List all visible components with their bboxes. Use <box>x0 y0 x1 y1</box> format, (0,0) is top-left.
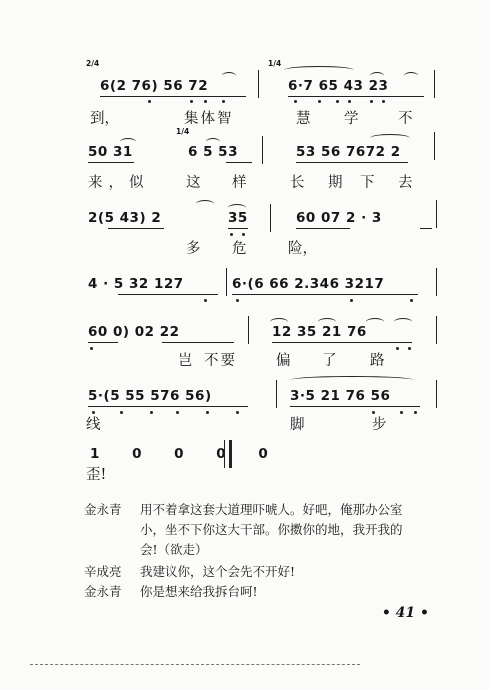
bar-line <box>436 380 437 408</box>
page-number: • 41 • <box>381 605 429 621</box>
octave-dot <box>204 100 207 103</box>
octave-dot <box>176 411 179 414</box>
time-signature: 1/4 <box>268 59 282 68</box>
bar-line <box>436 200 437 228</box>
octave-dot <box>336 100 339 103</box>
notation: 53 56 7672 2 <box>296 144 401 160</box>
octave-dot <box>370 100 373 103</box>
lyric: 不 <box>398 111 413 127</box>
beam <box>88 342 118 343</box>
lyric: 期 <box>328 175 343 191</box>
lyric: 了 <box>322 353 337 369</box>
beam <box>118 294 218 295</box>
beam <box>290 406 420 407</box>
dialogue-line: 会!（欲走） <box>140 542 208 557</box>
tie <box>196 200 214 208</box>
octave-dot <box>230 233 233 236</box>
lyric: 到， <box>90 111 119 127</box>
final-bar-line <box>224 440 225 468</box>
slur <box>404 72 418 80</box>
beam <box>108 228 164 229</box>
beam <box>100 96 246 97</box>
octave-dot <box>382 100 385 103</box>
lyric: 危 <box>232 241 247 257</box>
dialogue-line: 用不着拿这套大道理吓唬人。好吧，俺那办公室 <box>140 502 403 517</box>
bar-line <box>434 132 435 160</box>
lyric: 长 <box>290 175 305 191</box>
lyric: 步 <box>372 417 387 433</box>
lyric: 去 <box>398 175 413 191</box>
slur <box>366 318 384 326</box>
notation: 60 0) 02 22 <box>88 324 180 340</box>
beam <box>232 294 418 295</box>
end-lyric: 歪! <box>86 467 107 483</box>
octave-dot <box>348 100 351 103</box>
lyric: 样 <box>232 175 247 191</box>
dialogue-line: 我建议你，这个会先不开好! <box>140 564 296 579</box>
octave-dot <box>242 233 245 236</box>
bar-line <box>270 204 271 232</box>
notation: 1 0 0 0 0 <box>90 446 282 462</box>
lyric: 多 <box>186 241 201 257</box>
speaker-name: 金永青 <box>84 502 122 517</box>
slur <box>222 72 236 80</box>
octave-dot <box>236 411 239 414</box>
beam <box>272 342 412 343</box>
lyric: 学 <box>344 111 359 127</box>
lyric: 集体智 <box>184 111 234 127</box>
notation: 35 <box>228 210 248 226</box>
lyric: 这 <box>186 175 201 191</box>
octave-dot <box>190 100 193 103</box>
beam <box>88 406 248 407</box>
speaker-name: 辛成亮 <box>84 564 122 579</box>
notation: 6 5 53 <box>188 144 238 160</box>
notation: 5·(5 55 576 56) <box>88 388 212 404</box>
dialogue-line: 小，坐不下你这大干部。你擞你的地，我开我的 <box>140 522 403 537</box>
notation: 60 07 2 · 3 <box>296 210 382 226</box>
beam <box>296 228 350 229</box>
octave-dot <box>222 100 225 103</box>
notation: 50 31 <box>88 144 133 160</box>
lyric: 不要 <box>204 353 237 369</box>
beam <box>296 162 408 163</box>
octave-dot <box>148 100 151 103</box>
lyric: 线 <box>86 417 101 433</box>
octave-dot <box>350 299 353 302</box>
time-signature: 1/4 <box>176 127 190 136</box>
bar-line <box>258 70 259 98</box>
lyric: 路 <box>370 353 385 369</box>
notation: 4 · 5 32 127 <box>88 276 184 292</box>
octave-dot <box>294 100 297 103</box>
beam <box>288 96 424 97</box>
page-edge-rule <box>30 664 360 665</box>
octave-dot <box>204 299 207 302</box>
octave-dot <box>150 411 153 414</box>
lyric: 岂 <box>178 353 193 369</box>
final-bar-line <box>229 440 232 468</box>
octave-dot <box>206 411 209 414</box>
lyric: 偏 <box>276 353 291 369</box>
bar-line <box>436 268 437 296</box>
lyric: 来，似 <box>88 175 150 191</box>
beam <box>228 228 248 229</box>
dialogue-line: 你是想来给我拆台呵! <box>140 584 258 599</box>
octave-dot <box>396 347 399 350</box>
octave-dot <box>236 299 239 302</box>
beam <box>162 342 234 343</box>
octave-dot <box>410 299 413 302</box>
octave-dot <box>318 100 321 103</box>
bar-line <box>436 316 437 344</box>
octave-dot <box>92 411 95 414</box>
notation: 3·5 21 76 56 <box>290 388 391 404</box>
lyric: 下 <box>360 175 375 191</box>
notation: 12 35 21 76 <box>272 324 367 340</box>
octave-dot <box>414 411 417 414</box>
slur <box>284 66 354 74</box>
notation: 6(2 76) 56 72 <box>100 78 209 94</box>
lyric: 险， <box>288 241 317 257</box>
beam <box>88 162 134 163</box>
octave-dot <box>90 347 93 350</box>
bar-line <box>248 316 249 344</box>
bar-line <box>226 268 227 296</box>
octave-dot <box>372 411 375 414</box>
notation: 6·7 65 43 23 <box>288 78 389 94</box>
bar-line <box>434 70 435 98</box>
slur <box>394 318 412 326</box>
octave-dot <box>120 411 123 414</box>
speaker-name: 金永青 <box>84 584 122 599</box>
notation: 6·(6 66 2.346 3217 <box>232 276 385 292</box>
bar-line <box>262 136 263 164</box>
notation: 2(5 43) 2 <box>88 210 162 226</box>
beam <box>420 228 432 229</box>
lyric: 慧 <box>296 111 311 127</box>
lyric: 脚 <box>290 417 305 433</box>
bar-line <box>276 380 277 408</box>
octave-dot <box>400 411 403 414</box>
slur <box>370 134 410 142</box>
slur <box>290 376 414 384</box>
time-signature: 2/4 <box>86 59 100 68</box>
beam <box>226 162 252 163</box>
octave-dot <box>408 347 411 350</box>
